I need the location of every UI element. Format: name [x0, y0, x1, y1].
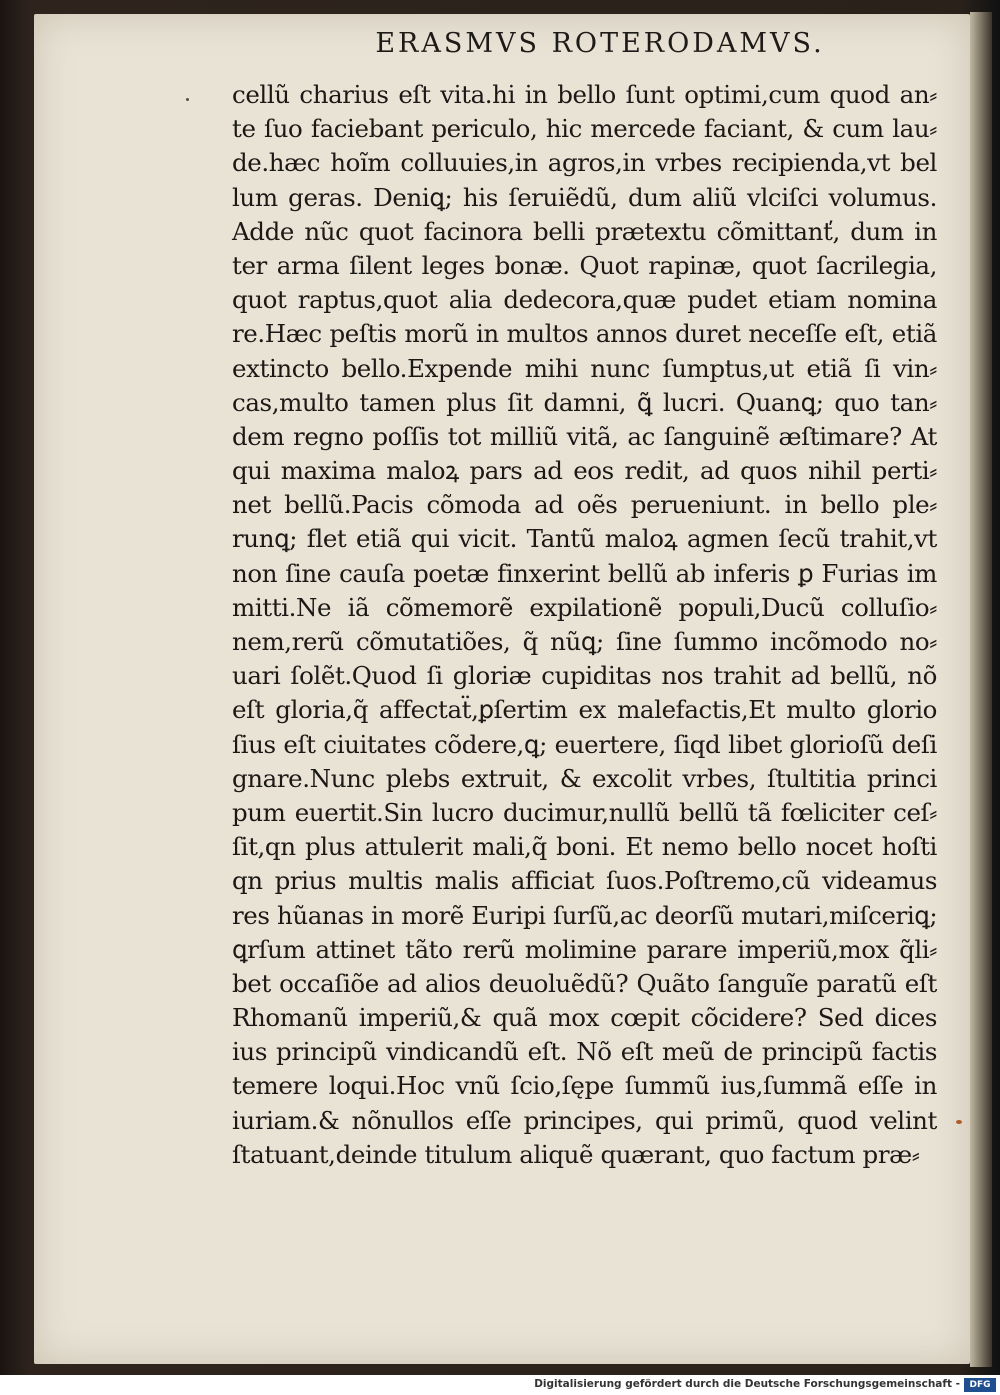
text-line: cellũ charius eſt vita.hi in bello ſunt optimi,cum quod an⸗	[232, 80, 937, 109]
text-line: iuriam.& nõnullos eſſe principes, qui primũ, quod velint	[232, 1105, 937, 1135]
text-line: lum geras. Deniꝗ; his ſeruiẽdũ, dum aliũ vlciſci volumus.	[232, 182, 937, 212]
text-line: ſius eſt ciuitates cõdere,ꝗ; euertere, ſiqd libet glorioſũ deſi	[232, 729, 937, 759]
text-line: uari ſolẽt.Quod ſi gloriæ cupiditas nos trahit ad bellũ, nõ	[232, 661, 937, 691]
text-line: nem,rerũ cõmutatiões, q̃ nũꝗ; ſine ſummo incõmodo no⸗	[232, 627, 937, 656]
text-line: te ſuo faciebant periculo, hic mercede faciant, & cum lau⸗	[232, 114, 937, 144]
text-line: de.hæc hoĩm colluuies,in agros,in vrbes recipienda,vt bel	[232, 148, 937, 178]
page-edge	[970, 12, 992, 1367]
text-line: cas,multo tamen plus ſit damni, ꝗ̃ lucri. Quanꝗ; quo tan⸗	[232, 387, 937, 417]
text-line: dem regno poſſis tot milliũ vitã, ac ſanguinẽ æſtimare? At	[232, 421, 937, 451]
footer-credit: Digitalisierung gefördert durch die Deutsche Forschungsgemeinschaft -	[534, 1378, 960, 1390]
text-line: eſt gloria,q̃ affectaẗ,ꝑſertim ex malefactis,Et multo glorio	[232, 695, 937, 725]
text-line: gnare.Nunc plebs extruit, & excolit vrbes, ſtultitia princi	[232, 763, 937, 793]
text-line: res hũanas in morẽ Euripi ſurſũ,ac deorſũ mutari,miſceriꝗ;	[232, 900, 938, 930]
text-line: ꝗrſum attinet tãto rerũ molimine parare imperiũ,mox q̃li⸗	[232, 934, 937, 964]
text-line: ius principũ vindicandũ eſt. Nõ eſt meũ de principũ factis	[232, 1037, 937, 1067]
text-line: net bellũ.Pacis cõmoda ad oẽs perueniunt. in bello ple⸗	[232, 490, 937, 520]
text-line: extincto bello.Expende mihi nunc ſumptus,ut etiã ſi vin⸗	[232, 353, 937, 383]
text-line: mitti.Ne iã cõmemorẽ expilationẽ populi,Ducũ colluſio⸗	[232, 592, 937, 622]
text-line: Adde nũc quot facinora belli prætextu cõmittanť, dum in	[232, 216, 937, 246]
running-head: ERASMVS ROTERODAMVS.	[375, 28, 825, 59]
body-text	[232, 78, 937, 1172]
text-line: temere loqui.Hoc vnũ ſcio,ſępe ſummũ ius,ſummã eſſe in	[232, 1071, 937, 1101]
footer-bar	[0, 1375, 1000, 1395]
text-line: runꝗ; flet etiã qui vicit. Tantũ maloꝝ agmen ſecũ trahit,vt	[232, 524, 937, 554]
text-line: qui maxima maloꝝ pars ad eos redit, ad quos nihil perti⸗	[232, 456, 937, 486]
text-line: Rhomanũ imperiũ,& quã mox cœpit cõcidere? Sed dices	[232, 1003, 937, 1033]
text-line: non ſine cauſa poetæ finxerint bellũ ab inferis ꝑ Furias im	[232, 558, 937, 588]
text-line: ſit,qn plus attulerit mali,q̃ boni. Et nemo bello nocet hoſti	[232, 832, 937, 862]
text-line: ſtatuant,deinde titulum aliquẽ quærant, quo factum præ⸗	[232, 1139, 920, 1169]
text-line: quot raptus,quot alia dedecora,quæ pudet etiam nomina	[232, 285, 937, 315]
text-line: pum euertit.Sin lucro ducimur,nullũ bellũ tã fœliciter ceſ⸗	[232, 797, 937, 827]
text-line: bet occaſiõe ad alios deuoluẽdũ? Quãto ſanguĩe paratũ eſt	[232, 968, 937, 998]
text-line: qn prius multis malis afficiat ſuos.Poſtremo,cũ videamus	[232, 866, 937, 896]
margin-mark	[956, 1120, 962, 1124]
margin-mark	[186, 98, 189, 101]
text-line: re.Hæc peſtis morũ in multos annos duret neceſſe eſt, etiã	[232, 319, 937, 349]
dfg-logo: DFG	[964, 1378, 996, 1392]
text-line: ter arma ſilent leges bonæ. Quot rapinæ, quot ſacrilegia,	[232, 250, 937, 280]
